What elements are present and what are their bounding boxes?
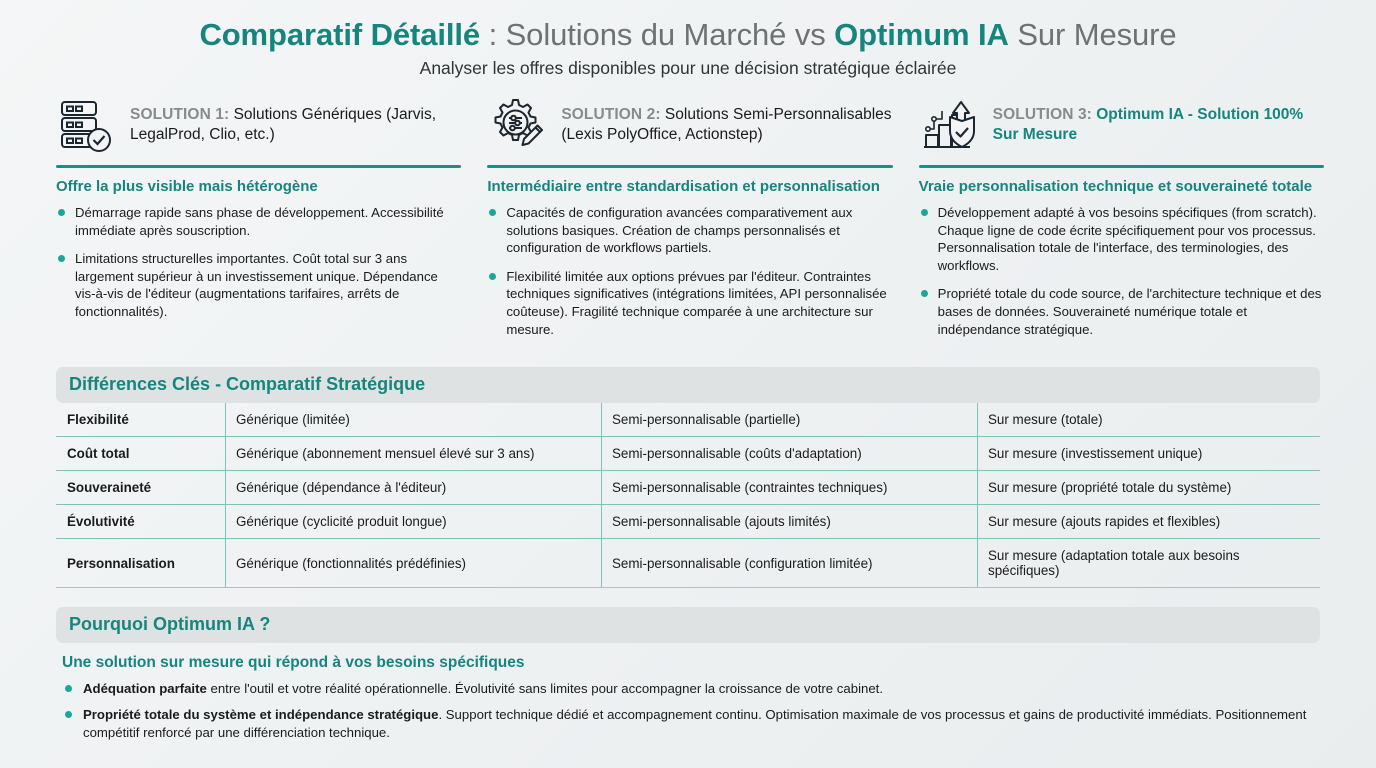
solution-3-name: Optimum IA - Solution 100% Sur Mesure [992,105,1304,143]
list-item [62,706,1320,742]
growth-chart-shield-icon [919,96,981,154]
row-custom: Sur mesure (investissement unique) [978,437,1321,471]
row-label: Flexibilité [56,403,226,437]
why-bullet-1-rest: . Support technique dédié et accompagnement continu. Optimisation maximale de vos processus et gains de productivité immédiats. Positionnement compétitif renforcé par une différenciation technique. [83,706,1307,740]
row-semi: Semi-personnalisable (ajouts limités) [602,505,978,539]
row-semi: Semi-personnalisable (configuration limitée) [602,539,978,588]
why-bullet-1-strong: Propriété totale du système et indépendance stratégique [83,706,439,722]
solution-2-subtitle: Intermédiaire entre standardisation et personnalisation [487,177,880,195]
solution-3-bullets [919,204,1324,338]
table-row [56,403,1320,437]
solution-2-title [561,96,892,145]
page-header [0,0,1376,79]
list-item: Démarrage rapide sans phase de développement. Accessibilité immédiate après souscription. [56,204,461,239]
comparison-table [56,403,1320,588]
solution-3-subtitle: Vraie personnalisation technique et souveraineté totale [918,177,1313,195]
why-bullet-0-rest: entre l'outil et votre réalité opérationnelle. Évolutivité sans limites pour accompagner la croissance de votre cabinet. [206,681,883,697]
server-stack-check-icon [56,96,118,154]
row-custom: Sur mesure (propriété totale du système) [978,471,1321,505]
why-bullet-0-strong: Adéquation parfaite [83,681,207,697]
why-bullets [56,680,1320,741]
solution-3-header [919,96,1324,158]
row-label: Évolutivité [56,505,226,539]
page-title-brand: Optimum IA [834,17,1009,52]
solution-column-2 [487,96,892,349]
list-item: Développement adapté à vos besoins spécifiques (from scratch). Chaque ligne de code écrite spécifiquement pour vos processus. Personnalisation totale de l'interface, des terminologies, des workflows. [919,204,1324,274]
page-subtitle: Analyser les offres disponibles pour une décision stratégique éclairée [419,57,957,78]
solution-2-header [487,96,892,158]
why-subtitle: Une solution sur mesure qui répond à vos besoins spécifiques [62,654,525,672]
table-row [56,471,1320,505]
list-item: Flexibilité limitée aux options prévues par l'éditeur. Contraintes techniques significatives (intégrations limitées, API personnalisée coûteuse). Fragilité technique comparée à une architecture sur mesure. [487,268,892,338]
table-row [56,437,1320,471]
list-item: Limitations structurelles importantes. Coût total sur 3 ans largement supérieur à un investissement unique. Dépendance vis-à-vis de l'éditeur (augmentations tarifaires, arrêts de fonctionnalités). [56,250,461,320]
solution-3-tag: SOLUTION 3: [992,105,1092,123]
page-title-accent: Comparatif Détaillé [199,17,481,52]
solution-1-subtitle: Offre la plus visible mais hétérogène [56,177,318,195]
list-item: Capacités de configuration avancées comparativement aux solutions basiques. Création de champs personnalisés et configuration de workflows partiels. [487,204,892,257]
row-generic: Générique (abonnement mensuel élevé sur 3 ans) [226,437,602,471]
row-custom: Sur mesure (totale) [978,403,1321,437]
comparison-section [0,367,1376,588]
why-heading: Pourquoi Optimum IA ? [56,607,1320,643]
row-generic: Générique (dépendance à l'éditeur) [226,471,602,505]
solution-1-tag: SOLUTION 1: [130,105,230,123]
solution-column-3 [919,96,1324,349]
row-semi: Semi-personnalisable (partielle) [602,403,978,437]
solution-2-rule [487,165,892,168]
solution-1-bullets [56,204,461,320]
solution-3-title [993,96,1324,145]
row-generic: Générique (fonctionnalités prédéfinies) [226,539,602,588]
page-title-separator: : [480,17,506,52]
solution-2-name: Solutions Semi-Personnalisables (Lexis PolyOffice, Actionstep) [561,105,892,143]
row-label: Souveraineté [56,471,226,505]
why-section [0,607,1376,741]
solution-2-tag: SOLUTION 2: [561,105,661,123]
page-title-end: Sur Mesure [1008,17,1177,52]
list-item [62,680,1320,698]
row-semi: Semi-personnalisable (coûts d'adaptation) [602,437,978,471]
table-row [56,539,1320,588]
solution-2-bullets [487,204,892,338]
row-generic: Générique (limitée) [226,403,602,437]
row-label: Coût total [56,437,226,471]
page-title-middle: Solutions du Marché vs [505,17,835,52]
solution-3-rule [919,165,1324,168]
comparison-table-heading: Différences Clés - Comparatif Stratégique [56,367,1320,403]
solution-1-title [130,96,461,145]
page-title [0,18,1376,53]
row-label: Personnalisation [56,539,226,588]
gear-sliders-pencil-icon [487,96,549,154]
solution-columns [0,96,1376,349]
row-custom: Sur mesure (adaptation totale aux besoins spécifiques) [978,539,1321,588]
solution-1-name: Solutions Génériques (Jarvis, LegalProd, Clio, etc.) [130,105,437,143]
solution-column-1 [56,96,461,349]
table-row [56,505,1320,539]
solution-1-rule [56,165,461,168]
row-custom: Sur mesure (ajouts rapides et flexibles) [978,505,1321,539]
row-generic: Générique (cyclicité produit longue) [226,505,602,539]
solution-1-header [56,96,461,158]
row-semi: Semi-personnalisable (contraintes techniques) [602,471,978,505]
list-item: Propriété totale du code source, de l'architecture technique et des bases de données. Souveraineté numérique totale et indépendance stratégique. [919,285,1324,338]
